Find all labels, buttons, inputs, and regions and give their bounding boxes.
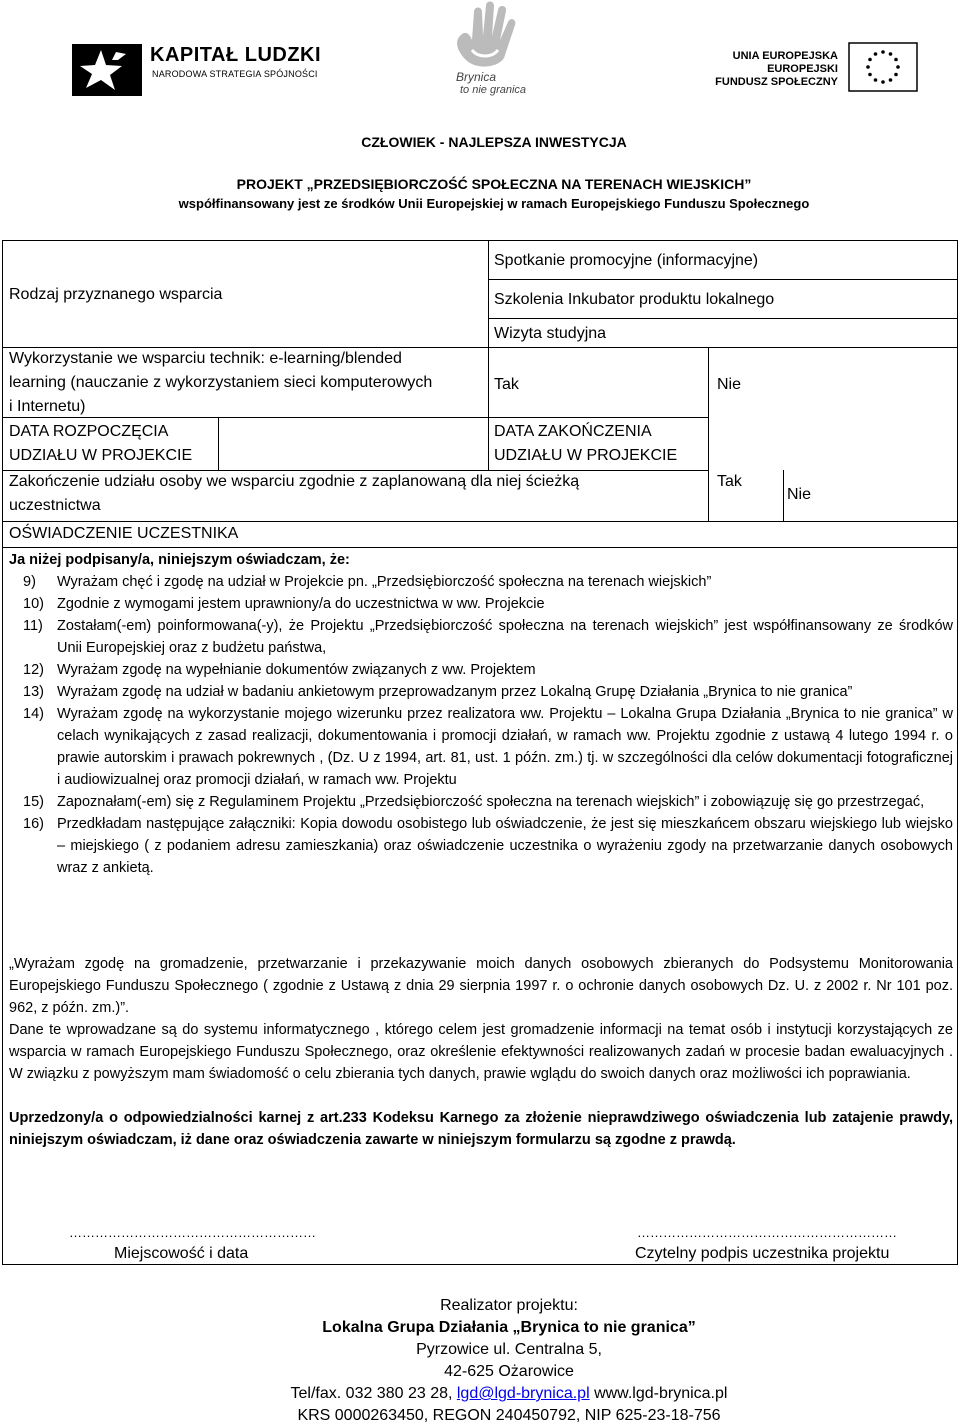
date-place-label: Miejscowość i data bbox=[114, 1245, 249, 1262]
kapital-ludzki-subtitle: NARODOWA STRATEGIA SPÓJNOŚCI bbox=[152, 69, 318, 79]
declaration-item-number: 9) bbox=[23, 574, 36, 590]
end-date-label-line1: DATA ZAKOŃCZENIA bbox=[494, 423, 652, 440]
declaration-item bbox=[23, 593, 953, 615]
declaration-item bbox=[23, 571, 953, 593]
slogan: CZŁOWIEK - NAJLEPSZA INWESTYCJA bbox=[361, 134, 627, 150]
end-date-field[interactable] bbox=[709, 418, 958, 470]
start-date-label-line1: DATA ROZPOCZĘCIA bbox=[9, 423, 169, 440]
signature-label: Czytelny podpis uczestnika projektu bbox=[635, 1245, 890, 1262]
address-line2: 42-625 Ożarowice bbox=[444, 1363, 574, 1380]
declaration-item-number: 15) bbox=[23, 794, 44, 810]
address-line1: Pyrzowice ul. Centralna 5, bbox=[416, 1341, 602, 1358]
realizator-org: Lokalna Grupa Działania „Brynica to nie granica” bbox=[322, 1319, 696, 1336]
eu-star-icon bbox=[896, 65, 900, 69]
elearning-no-option[interactable]: Nie bbox=[717, 376, 742, 393]
info-paragraph: Dane te wprowadzane są do systemu informatycznego , którego celem jest gromadzenie informacji na temat osób i instytucji korzystających ze wsparcia w ramach Europejskiego Funduszu Społecznego, oraz określenie efektywności realizowanych zadań w procesie badan ewaluacyjnych . W związku z powyższym mam świadomość o celu zbierania tych danych, prawie wglądu do swoich danych oraz możliwości ich poprawiania. bbox=[9, 1022, 953, 1082]
date-place-dots[interactable]: ………………………………………………… bbox=[69, 1225, 316, 1240]
elearning-label-line1: Wykorzystanie we wsparciu technik: e-learning/blended bbox=[9, 350, 402, 367]
divider-h-row5 bbox=[3, 547, 958, 548]
declaration-item-text: Przedkładam następujące załączniki: Kopia dowodu osobistego lub oświadczenie, że jest się mieszkańcem obszaru wiejskiego lub wiejsko – miejskiego ( z podaniem adresu zamieszkania) oraz oświadczenie uczestnika o wyrażeniu zgody na przetwarzanie danych osobowych wraz z ankietą. bbox=[57, 816, 953, 876]
declaration-item bbox=[23, 659, 953, 681]
declaration-item-number: 13) bbox=[23, 684, 44, 700]
declaration-item-number: 16) bbox=[23, 816, 44, 832]
project-title: PROJEKT „PRZEDSIĘBIORCZOŚĆ SPOŁECZNA NA TERENACH WIEJSKICH” bbox=[236, 176, 752, 192]
elearning-yes-option[interactable]: Tak bbox=[494, 376, 519, 393]
eu-line3: FUNDUSZ SPOŁECZNY bbox=[715, 76, 838, 88]
eu-star-icon bbox=[874, 52, 878, 56]
eu-logo-text bbox=[715, 50, 838, 89]
declaration-item bbox=[23, 681, 953, 703]
declaration-item-text: Wyrażam chęć i zgodę na udział w Projekcie pn. „Przedsiębiorczość społeczna na terenach wiejskich” bbox=[57, 574, 712, 590]
eu-star-icon bbox=[881, 50, 885, 54]
eu-star-icon bbox=[866, 65, 870, 69]
website-text[interactable]: www.lgd-brynica.pl bbox=[589, 1385, 728, 1402]
eu-star-icon bbox=[874, 78, 878, 82]
declaration-item-text: Wyrażam zgodę na wypełnianie dokumentów związanych z ww. Projektem bbox=[57, 662, 536, 678]
signature-dots[interactable]: …………………………………………………… bbox=[637, 1225, 897, 1240]
eu-flag-icon bbox=[848, 42, 918, 92]
support-option-promo[interactable]: Spotkanie promocyjne (informacyjne) bbox=[494, 252, 759, 269]
kapital-ludzki-emblem-icon bbox=[68, 30, 148, 100]
email-link[interactable]: lgd@lgd-brynica.pl bbox=[456, 1385, 590, 1402]
participant-form bbox=[2, 240, 958, 1265]
support-option-study-visit[interactable]: Wizyta studyjna bbox=[494, 325, 607, 342]
declaration-list bbox=[23, 571, 953, 879]
eu-star-icon bbox=[889, 52, 893, 56]
warning-paragraph: Uprzedzony/a o odpowiedzialności karnej z art.233 Kodeksu Karnego za złożenie nieprawdziwego oświadczenia lub zatajenie prawdy, niniejszym oświadczam, iż dane oraz oświadczenia zawarte w niniejszym formularzu są zgodne z prawdą. bbox=[9, 1110, 953, 1148]
divider-h-support-top bbox=[488, 279, 958, 280]
declaration-item-number: 11) bbox=[23, 618, 43, 634]
declaration-intro: Ja niżej podpisany/a, niniejszym oświadczam, że: bbox=[9, 552, 350, 568]
contact-line bbox=[0, 1383, 960, 1405]
declaration-item-text: Wyrażam zgodę na wykorzystanie mojego wizerunku przez realizatora ww. Projektu – Lokalna Grupa Działania „Brynica to nie granica” w celach wynikających z zasad realizacji, dokumentowania i promocji działań, w ramach ww. Projektu zgodnie z ustawą 4 lutego 1994 r. o prawie autorskim i prawach pokrewnych , (Dz. U z 1994, art. 81, ust. 1 późn. zm.) tj. w szczególności dla celów dokumentacji fotograficznej i audiowizualnej oraz promocji działań, w ramach ww. Projektu bbox=[57, 706, 953, 788]
cofinance-note: współfinansowany jest ze środków Unii Europejskiej w ramach Europejskiego Funduszu Społecznego bbox=[178, 196, 810, 211]
declaration-item-text: Wyrażam zgodę na udział w badaniu ankietowym przeprowadzanym przez Lokalną Grupę Działania „Brynica to nie granica” bbox=[57, 684, 853, 700]
completion-yes-option[interactable]: Tak bbox=[717, 473, 742, 490]
declaration-item-number: 14) bbox=[23, 706, 44, 722]
eu-star-icon bbox=[868, 73, 872, 77]
declaration-block bbox=[9, 549, 953, 879]
lgd-brynica-logo bbox=[426, 0, 546, 100]
elearning-label-line2: learning (nauczanie z wykorzystaniem sieci komputerowych bbox=[9, 374, 433, 391]
eu-star-icon bbox=[894, 58, 898, 62]
eu-star-icon bbox=[868, 58, 872, 62]
elearning-label-line3: i Internetu) bbox=[9, 398, 86, 415]
hand-print-icon bbox=[426, 0, 546, 72]
eu-star-icon bbox=[889, 78, 893, 82]
realizator-label: Realizator projektu: bbox=[440, 1297, 578, 1314]
support-option-training[interactable]: Szkolenia Inkubator produktu lokalnego bbox=[494, 291, 775, 308]
support-type-label: Rodzaj przyznanego wsparcia bbox=[9, 286, 223, 303]
lgd-logo-line2: to nie granica bbox=[460, 84, 527, 96]
statement-title: OŚWIADCZENIE UCZESTNIKA bbox=[9, 525, 239, 542]
kapital-ludzki-logo bbox=[68, 30, 322, 100]
completion-no-option[interactable]: Nie bbox=[787, 486, 812, 503]
declaration-item bbox=[23, 791, 953, 813]
declaration-item-text: Zapoznałam(-em) się z Regulaminem Projektu „Przedsiębiorczość społeczna na terenach wiejskich” i zobowiązuję się go przestrzegać, bbox=[57, 794, 925, 810]
phone-fax: Tel/fax. 032 380 23 28, bbox=[290, 1385, 457, 1402]
declaration-item-number: 10) bbox=[23, 596, 44, 612]
eu-line2: EUROPEJSKI bbox=[767, 63, 838, 75]
eu-star-icon bbox=[881, 80, 885, 84]
divider-v-nie2 bbox=[783, 470, 784, 522]
completion-label-line1: Zakończenie udziału osoby we wsparciu zgodnie z zaplanowaną dla niej ścieżką bbox=[9, 473, 580, 490]
completion-label-line2: uczestnictwa bbox=[9, 497, 101, 514]
declaration-item bbox=[23, 703, 953, 791]
declaration-item-text: Zostałam(-em) poinformowana(-y), że Projektu „Przedsiębiorczość społeczna na terenach wiejskich” jest współfinansowany ze środków Unii Europejskiej oraz z budżetu państwa, bbox=[57, 618, 953, 656]
lgd-logo-line1: Brynica bbox=[456, 70, 497, 84]
eu-line1: UNIA EUROPEJSKA bbox=[732, 50, 838, 62]
start-date-field[interactable] bbox=[219, 418, 487, 470]
declaration-item-number: 12) bbox=[23, 662, 44, 678]
divider-h-support-mid bbox=[488, 318, 958, 319]
declaration-item-text: Zgodnie z wymogami jestem uprawniony/a do uczestnictwa w ww. Projekcie bbox=[57, 596, 545, 612]
declaration-item bbox=[23, 615, 953, 659]
divider-v-main bbox=[488, 241, 489, 471]
consent-paragraph: „Wyrażam zgodę na gromadzenie, przetwarzanie i przekazywanie moich danych osobowych zbieranych do Podsystemu Monitorowania Europejskiego Funduszu Społecznego ( zgodnie z Ustawą z dnia 29 sierpnia 1997 r. o ochronie danych osobowych Dz. U. z 2002 r. Nr 101 poz. 962, z późn. zm.)”. bbox=[9, 956, 953, 1016]
start-date-label-line2: UDZIAŁU W PROJEKCIE bbox=[9, 447, 193, 464]
kapital-ludzki-title: KAPITAŁ LUDZKI bbox=[150, 44, 322, 66]
declaration-item bbox=[23, 813, 953, 879]
end-date-label-line2: UDZIAŁU W PROJEKCIE bbox=[494, 447, 678, 464]
eu-star-icon bbox=[894, 73, 898, 77]
registry-line: KRS 0000263450, REGON 240450792, NIP 625-23-18-756 bbox=[297, 1407, 721, 1424]
